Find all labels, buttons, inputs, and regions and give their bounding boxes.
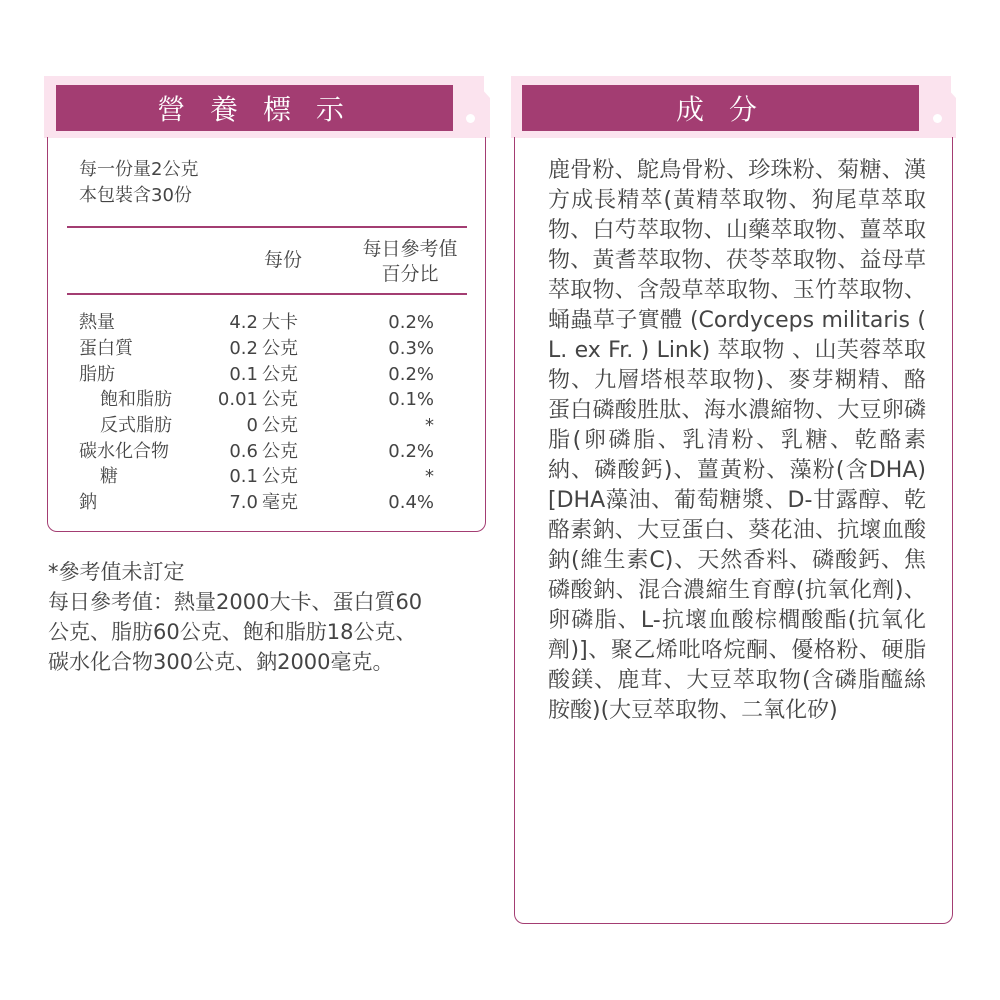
row-amount: 4.2: [229, 312, 258, 333]
note-undefined: *參考值未訂定: [48, 560, 185, 584]
row-name: 糖: [100, 466, 118, 487]
row-name: 碳水化合物: [79, 441, 169, 462]
divider-header: [67, 293, 467, 295]
row-percent: 0.3%: [388, 338, 434, 359]
col-daily-value-line2: 百分比: [381, 263, 439, 285]
row-unit: 公克: [262, 441, 298, 462]
note-daily-values-3: 碳水化合物300公克、鈉2000毫克。: [48, 650, 394, 674]
row-name: 蛋白質: [79, 338, 133, 359]
row-name: 熱量: [79, 312, 115, 333]
ingredients-header-dot: [933, 114, 942, 123]
row-amount: 0.1: [229, 364, 258, 385]
row-name: 反式脂肪: [100, 415, 172, 436]
row-percent: 0.2%: [388, 441, 434, 462]
note-daily-values-1: 每日參考值：熱量2000大卡、蛋白質60: [48, 590, 423, 614]
divider-top: [67, 226, 467, 228]
row-name: 飽和脂肪: [100, 389, 172, 410]
row-unit: 公克: [262, 364, 298, 385]
row-name: 鈉: [79, 492, 97, 513]
col-daily-value-line1: 每日參考值: [362, 238, 458, 260]
nutrition-header-tab: [456, 76, 492, 138]
row-amount: 7.0: [229, 492, 258, 513]
row-percent: 0.2%: [388, 364, 434, 385]
row-unit: 毫克: [262, 492, 298, 513]
row-amount: 0.1: [229, 466, 258, 487]
row-percent: *: [425, 466, 434, 487]
nutrition-title: 營 養 標 示: [56, 85, 453, 131]
row-unit: 公克: [262, 389, 298, 410]
row-percent: 0.2%: [388, 312, 434, 333]
row-unit: 大卡: [262, 312, 298, 333]
row-unit: 公克: [262, 338, 298, 359]
servings-per-pack: 本包裝含30份: [79, 185, 192, 206]
row-unit: 公克: [262, 466, 298, 487]
row-amount: 0.2: [229, 338, 258, 359]
row-unit: 公克: [262, 415, 298, 436]
col-per-serving: 每份: [263, 249, 302, 271]
ingredients-title: 成 分: [522, 85, 919, 131]
serving-size: 每一份量2公克: [79, 159, 199, 180]
ingredients-header-tab: [922, 76, 958, 138]
note-daily-values-2: 公克、脂肪60公克、飽和脂肪18公克、: [48, 620, 417, 644]
row-percent: 0.4%: [388, 492, 434, 513]
row-amount: 0: [246, 415, 258, 436]
row-amount: 0.6: [229, 441, 258, 462]
row-name: 脂肪: [79, 364, 115, 385]
nutrition-header-dot: [466, 114, 475, 123]
ingredients-text: 鹿骨粉、鴕鳥骨粉、珍珠粉、菊糖、漢方成長精萃(黃精萃取物、狗尾草萃取物、白芍萃取物、山藥萃取物、薑萃取物、黃耆萃取物、茯苓萃取物、益母草萃取物、含殼草萃取物、玉竹萃取物、蛹蟲草子實體 (Cordyceps militaris ( L. ex Fr. ) Link) 萃取物 、山芙蓉萃取物、九層塔根萃取物)、麥芽糊精、酪蛋白磷酸胜肽、海水濃縮物、大豆卵磷脂(卵磷脂、乳清粉、乳糖、乾酪素納、磷酸鈣)、薑黃粉、藻粉(含DHA)[DHA藻油、葡萄糖漿、D-甘露醇、乾酪素鈉、大豆蛋白、葵花油、抗壞血酸鈉(維生素C)、天然香料、磷酸鈣、焦磷酸鈉、混合濃縮生育醇(抗氧化劑)、卵磷脂、L-抗壞血酸棕櫚酸酯(抗氧化劑)]、聚乙烯吡咯烷酮、優格粉、硬脂酸鎂、鹿茸、大豆萃取物(含磷脂醯絲胺酸)(大豆萃取物、二氧化矽): [548, 158, 926, 723]
row-percent: 0.1%: [388, 389, 434, 410]
row-amount: 0.01: [217, 389, 258, 410]
row-percent: *: [425, 415, 434, 436]
